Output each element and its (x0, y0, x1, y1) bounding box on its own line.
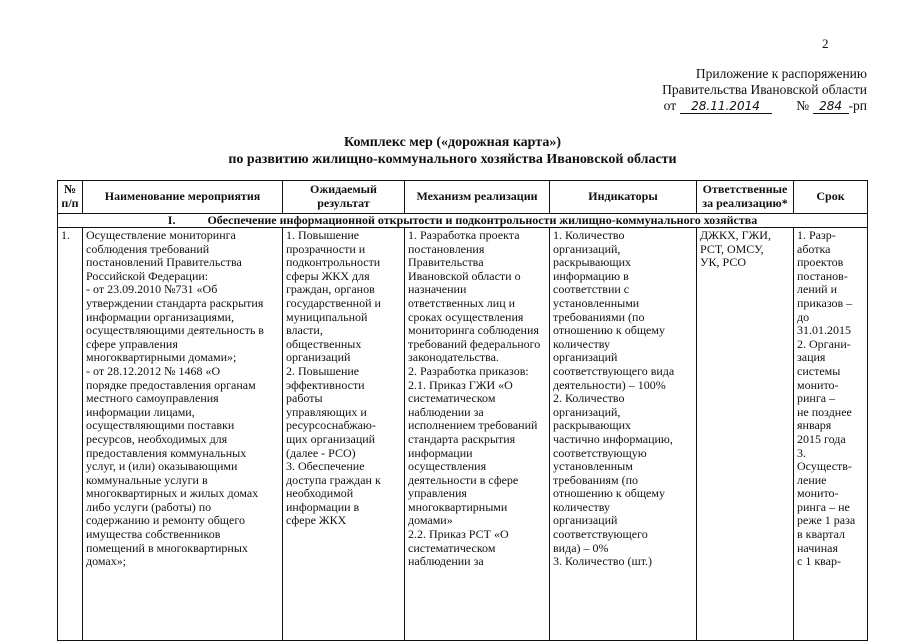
cell-line: предоставления коммунальных (86, 445, 247, 460)
document-title-line-1: Комплекс мер («дорожная карта») (344, 135, 561, 150)
cell-line: законодательства. (408, 350, 499, 365)
cell-mechanism (405, 228, 550, 641)
cell-line: в квартал (797, 527, 845, 542)
section-title: Обеспечение информационной открытости и подконтрольности жилищно-коммунального хозяйства (207, 213, 758, 227)
cell-line: наблюдении за (408, 404, 484, 419)
header-name: Наименование мероприятия (83, 181, 283, 214)
approval-line-3 (662, 98, 867, 114)
cell-line: организаций, (553, 404, 621, 419)
header-num: № п/п (58, 181, 83, 214)
cell-line: Ивановской области о (408, 268, 521, 283)
cell-line: организаций (553, 513, 618, 528)
cell-line: общественных (286, 336, 362, 351)
cell-line: власти, (286, 323, 323, 338)
cell-line: РСТ, ОМСУ, (700, 241, 764, 256)
cell-line: многоквартирных и жилых домах (86, 486, 259, 501)
cell-line: 3. Количество (шт.) (553, 554, 653, 569)
cell-line: требований федерального (408, 336, 541, 351)
cell-line: домах»; (86, 554, 127, 569)
cell-line: работы (286, 391, 323, 406)
cell-line: ресурсоснабжаю- (286, 418, 376, 433)
cell-line: ринга – не (797, 499, 850, 514)
cell-line: систематическом (408, 391, 496, 406)
cell-line: до (797, 309, 810, 324)
table-row (58, 228, 868, 641)
cell-line: многоквартирными (408, 499, 508, 514)
header-responsible: Ответственные за реализацию* (697, 181, 794, 214)
cell-line: соблюдения требований (86, 241, 210, 256)
cell-line: организаций (553, 350, 618, 365)
cell-line: 3. (797, 445, 806, 460)
cell-line: ДЖКХ, ГЖИ, (700, 228, 771, 242)
cell-line: раскрывающих (553, 255, 632, 270)
cell-line: информацию в (553, 268, 629, 283)
cell-line: доступа граждан к (286, 472, 381, 487)
cell-line: 2015 года (797, 431, 846, 446)
cell-line: информации лицами, (86, 404, 195, 419)
cell-line: постановлений Правительства (86, 255, 242, 270)
cell-line: осуществляющими деятельность в (86, 323, 264, 338)
cell-line: прозрачности и (286, 241, 366, 256)
cell-line: проектов (797, 255, 844, 270)
cell-line: количеству (553, 336, 610, 351)
cell-line: наблюдении за (408, 554, 484, 569)
cell-line: порядке предоставления органам (86, 377, 256, 392)
cell-line: 31.01.2015 (797, 323, 851, 338)
cell-line: ресурсов, необходимых для (86, 431, 228, 446)
cell-line: вида) – 0% (553, 540, 609, 555)
cell-line: необходимой (286, 486, 354, 501)
cell-line: отношению к общему (553, 486, 665, 501)
cell-line: организаций (286, 350, 351, 365)
cell-line: стандарта раскрытия (408, 431, 516, 446)
cell-line: ответственных лиц и (408, 295, 516, 310)
table-header-row (58, 181, 868, 214)
cell-name (83, 228, 283, 641)
cell-line: 2. Количество (553, 391, 625, 406)
cell-line: ринга – (797, 391, 836, 406)
cell-result (283, 228, 405, 641)
header-mechanism: Механизм реализации (405, 181, 550, 214)
cell-line: не позднее (797, 404, 852, 419)
cell-line: установленными (553, 295, 640, 310)
cell-line: Правительства (408, 255, 484, 270)
cell-line: Осуществление мониторинга (86, 228, 236, 242)
cell-line: щих организаций (286, 431, 376, 446)
cell-line: содержанию и ремонту общего (86, 513, 245, 528)
cell-line: Осуществ- (797, 459, 852, 474)
cell-line: - от 28.12.2012 № 1468 «О (86, 363, 221, 378)
cell-line: монито- (797, 377, 839, 392)
cell-line: раскрывающих (553, 418, 632, 433)
cell-line: назначении (408, 282, 467, 297)
cell-line: сроках осуществления (408, 309, 524, 324)
cell-line: сфере ЖКХ (286, 513, 347, 528)
cell-line: местного самоуправления (86, 391, 219, 406)
roadmap-table (57, 180, 868, 641)
cell-num: 1. (58, 228, 83, 641)
cell-line: услуг, и (или) оказывающими (86, 459, 238, 474)
cell-line: соответствующего (553, 527, 648, 542)
cell-line: информации организациями, (86, 309, 235, 324)
from-label: от (663, 98, 677, 113)
number-suffix: -рп (848, 98, 867, 113)
cell-line: требованиям (по (553, 472, 639, 487)
approval-line-1: Приложение к распоряжению (695, 66, 867, 81)
cell-line: с 1 квар- (797, 554, 841, 569)
cell-line: деятельности в сфере (408, 472, 519, 487)
approval-line-2: Правительства Ивановской области (662, 82, 867, 97)
cell-line: отношению к общему (553, 323, 665, 338)
header-indicators: Индикаторы (550, 181, 697, 214)
cell-line: Российской Федерации: (86, 268, 209, 283)
cell-line: многоквартирными домами»; (86, 350, 237, 365)
cell-line: монито- (797, 486, 839, 501)
cell-line: зация (797, 350, 826, 365)
cell-line: соответствующую (553, 445, 647, 460)
cell-line: лений и (797, 282, 838, 297)
cell-line: управления (408, 486, 467, 501)
cell-line: ление (797, 472, 827, 487)
cell-line: информации (408, 445, 473, 460)
approval-number: 284 (813, 100, 849, 114)
cell-line: коммунальные услуги в (86, 472, 208, 487)
cell-line: 1. Количество (553, 228, 625, 242)
cell-line: муниципальной (286, 309, 368, 324)
cell-line: - от 23.09.2010 №731 «Об (86, 282, 218, 297)
cell-line: систематическом (408, 540, 496, 555)
cell-line: информации в (286, 499, 360, 514)
cell-line: требованиями (по (553, 309, 645, 324)
cell-line: исполнением требований (408, 418, 538, 433)
section-heading (58, 214, 868, 228)
cell-line: имущества собственников (86, 527, 221, 542)
cell-line: системы (797, 363, 841, 378)
cell-line: подконтрольности (286, 255, 381, 270)
cell-responsible (697, 228, 794, 641)
number-label: № (796, 98, 810, 113)
approval-date: 28.11.2014 (680, 100, 772, 114)
cell-line: домами» (408, 513, 453, 528)
cell-line: частично информацию, (553, 431, 673, 446)
document-title-line-2: по развитию жилищно-коммунального хозяйства Ивановской области (228, 152, 677, 167)
cell-line: государственной и (286, 295, 381, 310)
cell-line: 2.2. Приказ РСТ «О (408, 527, 509, 542)
cell-line: начиная (797, 540, 838, 555)
cell-line: постанов- (797, 268, 848, 283)
cell-line: помещений в многоквартирных (86, 540, 248, 555)
cell-line: 2.1. Приказ ГЖИ «О (408, 377, 513, 392)
cell-line: мониторинга соблюдения (408, 323, 539, 338)
header-term: Срок (794, 181, 868, 214)
page-number: 2 (822, 36, 829, 51)
cell-line: сфере управления (86, 336, 178, 351)
cell-line: либо услуги (работы) по (86, 499, 212, 514)
cell-line: осуществления (408, 459, 487, 474)
cell-term (794, 228, 868, 641)
cell-line: соответствующего вида (553, 363, 675, 378)
cell-line: УК, РСО (700, 255, 746, 270)
cell-line: управляющих и (286, 404, 367, 419)
cell-line: 1. Разр- (797, 228, 836, 242)
cell-line: организаций, (553, 241, 621, 256)
cell-line: количеству (553, 499, 610, 514)
approval-block (662, 66, 867, 114)
cell-line: установленным (553, 459, 633, 474)
cell-line: эффективности (286, 377, 365, 392)
section-roman: I. (167, 213, 176, 227)
cell-line: (далее - РСО) (286, 445, 356, 460)
cell-line: граждан, органов (286, 282, 375, 297)
cell-line: сферы ЖКХ для (286, 268, 370, 283)
header-result: Ожидаемый результат (283, 181, 405, 214)
cell-line: реже 1 раза (797, 513, 856, 528)
cell-line: деятельности) – 100% (553, 377, 666, 392)
cell-line: января (797, 418, 832, 433)
cell-indicators (550, 228, 697, 641)
cell-line: приказов – (797, 295, 853, 310)
cell-line: 1. Разработка проекта (408, 228, 520, 242)
cell-line: постановления (408, 241, 485, 256)
cell-line: осуществляющими поставки (86, 418, 235, 433)
cell-line: соответствии с (553, 282, 630, 297)
section-row (58, 214, 868, 228)
cell-line: 3. Обеспечение (286, 459, 365, 474)
cell-line: 2. Разработка приказов: (408, 363, 529, 378)
cell-line: утверждении стандарта раскрытия (86, 295, 264, 310)
cell-line: 1. Повышение (286, 228, 360, 242)
cell-line: 2. Повышение (286, 363, 360, 378)
cell-line: 2. Органи- (797, 336, 851, 351)
cell-line: аботка (797, 241, 831, 256)
